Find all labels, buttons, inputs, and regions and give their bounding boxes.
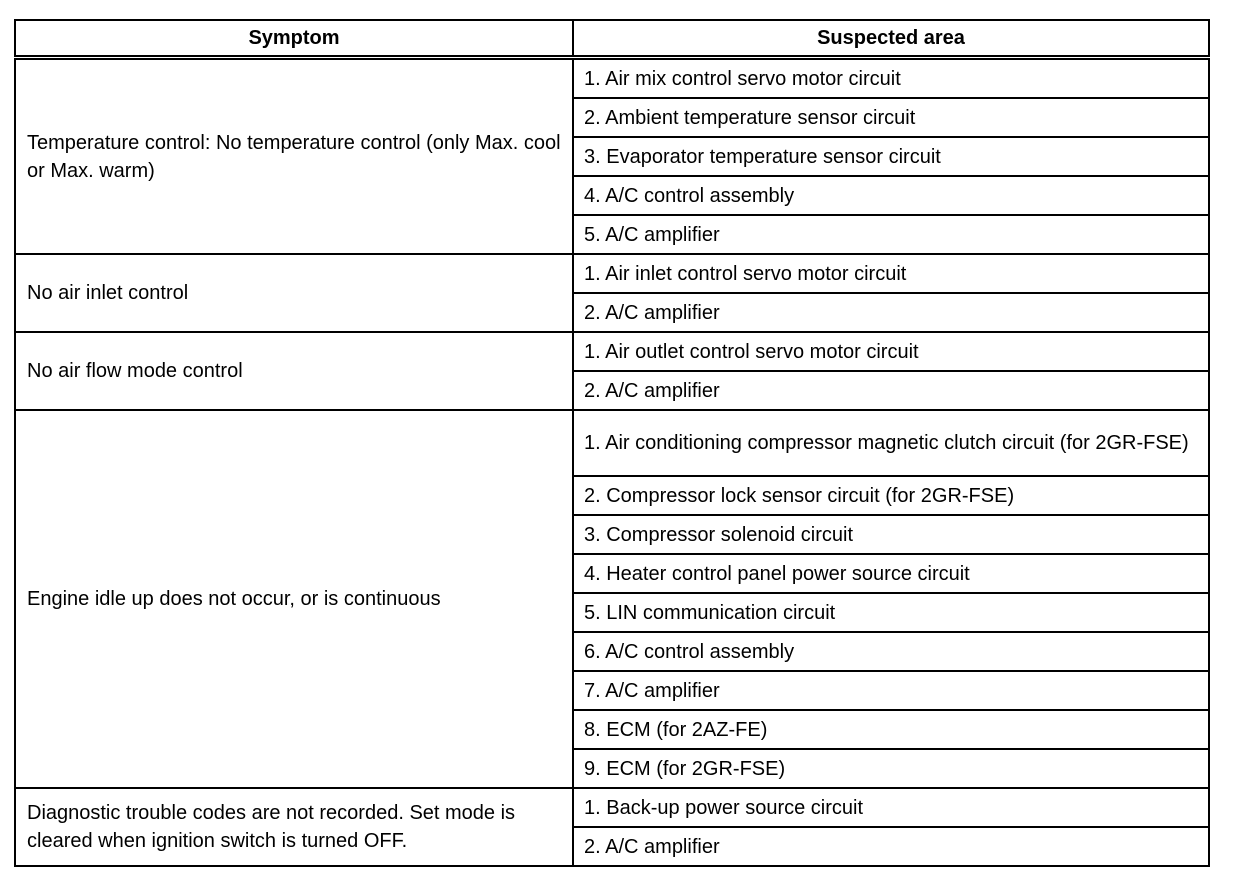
- suspected-area-cell: 4. Heater control panel power source circuit: [573, 554, 1209, 593]
- suspected-area-cell: 3. Compressor solenoid circuit: [573, 515, 1209, 554]
- table-row: [15, 788, 1209, 827]
- suspected-area-cell: 2. A/C amplifier: [573, 827, 1209, 866]
- suspected-area-cell: 1. Air inlet control servo motor circuit: [573, 254, 1209, 293]
- suspected-area-cell: 2. A/C amplifier: [573, 293, 1209, 332]
- suspected-area-cell: 6. A/C control assembly: [573, 632, 1209, 671]
- suspected-area-cell: 5. A/C amplifier: [573, 215, 1209, 254]
- symptom-cell: Diagnostic trouble codes are not recorded. Set mode is cleared when ignition switch is turned OFF.: [15, 788, 573, 866]
- suspected-area-cell: 1. Air conditioning compressor magnetic clutch circuit (for 2GR-FSE): [573, 410, 1209, 476]
- suspected-area-column-header: Suspected area: [573, 20, 1209, 58]
- table-row: [15, 254, 1209, 293]
- symptom-column-header: Symptom: [15, 20, 573, 58]
- suspected-area-cell: 3. Evaporator temperature sensor circuit: [573, 137, 1209, 176]
- suspected-area-cell: 1. Back-up power source circuit: [573, 788, 1209, 827]
- symptom-cell: No air inlet control: [15, 254, 573, 332]
- suspected-area-cell: 1. Air outlet control servo motor circuit: [573, 332, 1209, 371]
- table-header-row: [15, 20, 1209, 58]
- table-row: [15, 332, 1209, 371]
- symptom-cell: Engine idle up does not occur, or is continuous: [15, 410, 573, 788]
- symptom-cell: No air flow mode control: [15, 332, 573, 410]
- symptom-cell: Temperature control: No temperature control (only Max. cool or Max. warm): [15, 58, 573, 255]
- suspected-area-cell: 1. Air mix control servo motor circuit: [573, 58, 1209, 99]
- suspected-area-cell: 7. A/C amplifier: [573, 671, 1209, 710]
- problem-symptoms-table: [14, 19, 1210, 867]
- suspected-area-cell: 2. A/C amplifier: [573, 371, 1209, 410]
- table-row: [15, 410, 1209, 476]
- suspected-area-cell: 4. A/C control assembly: [573, 176, 1209, 215]
- table-row: [15, 58, 1209, 99]
- suspected-area-cell: 9. ECM (for 2GR-FSE): [573, 749, 1209, 788]
- suspected-area-cell: 8. ECM (for 2AZ-FE): [573, 710, 1209, 749]
- suspected-area-cell: 2. Compressor lock sensor circuit (for 2GR-FSE): [573, 476, 1209, 515]
- problem-symptoms-table-container: [14, 19, 1208, 866]
- suspected-area-cell: 2. Ambient temperature sensor circuit: [573, 98, 1209, 137]
- suspected-area-cell: 5. LIN communication circuit: [573, 593, 1209, 632]
